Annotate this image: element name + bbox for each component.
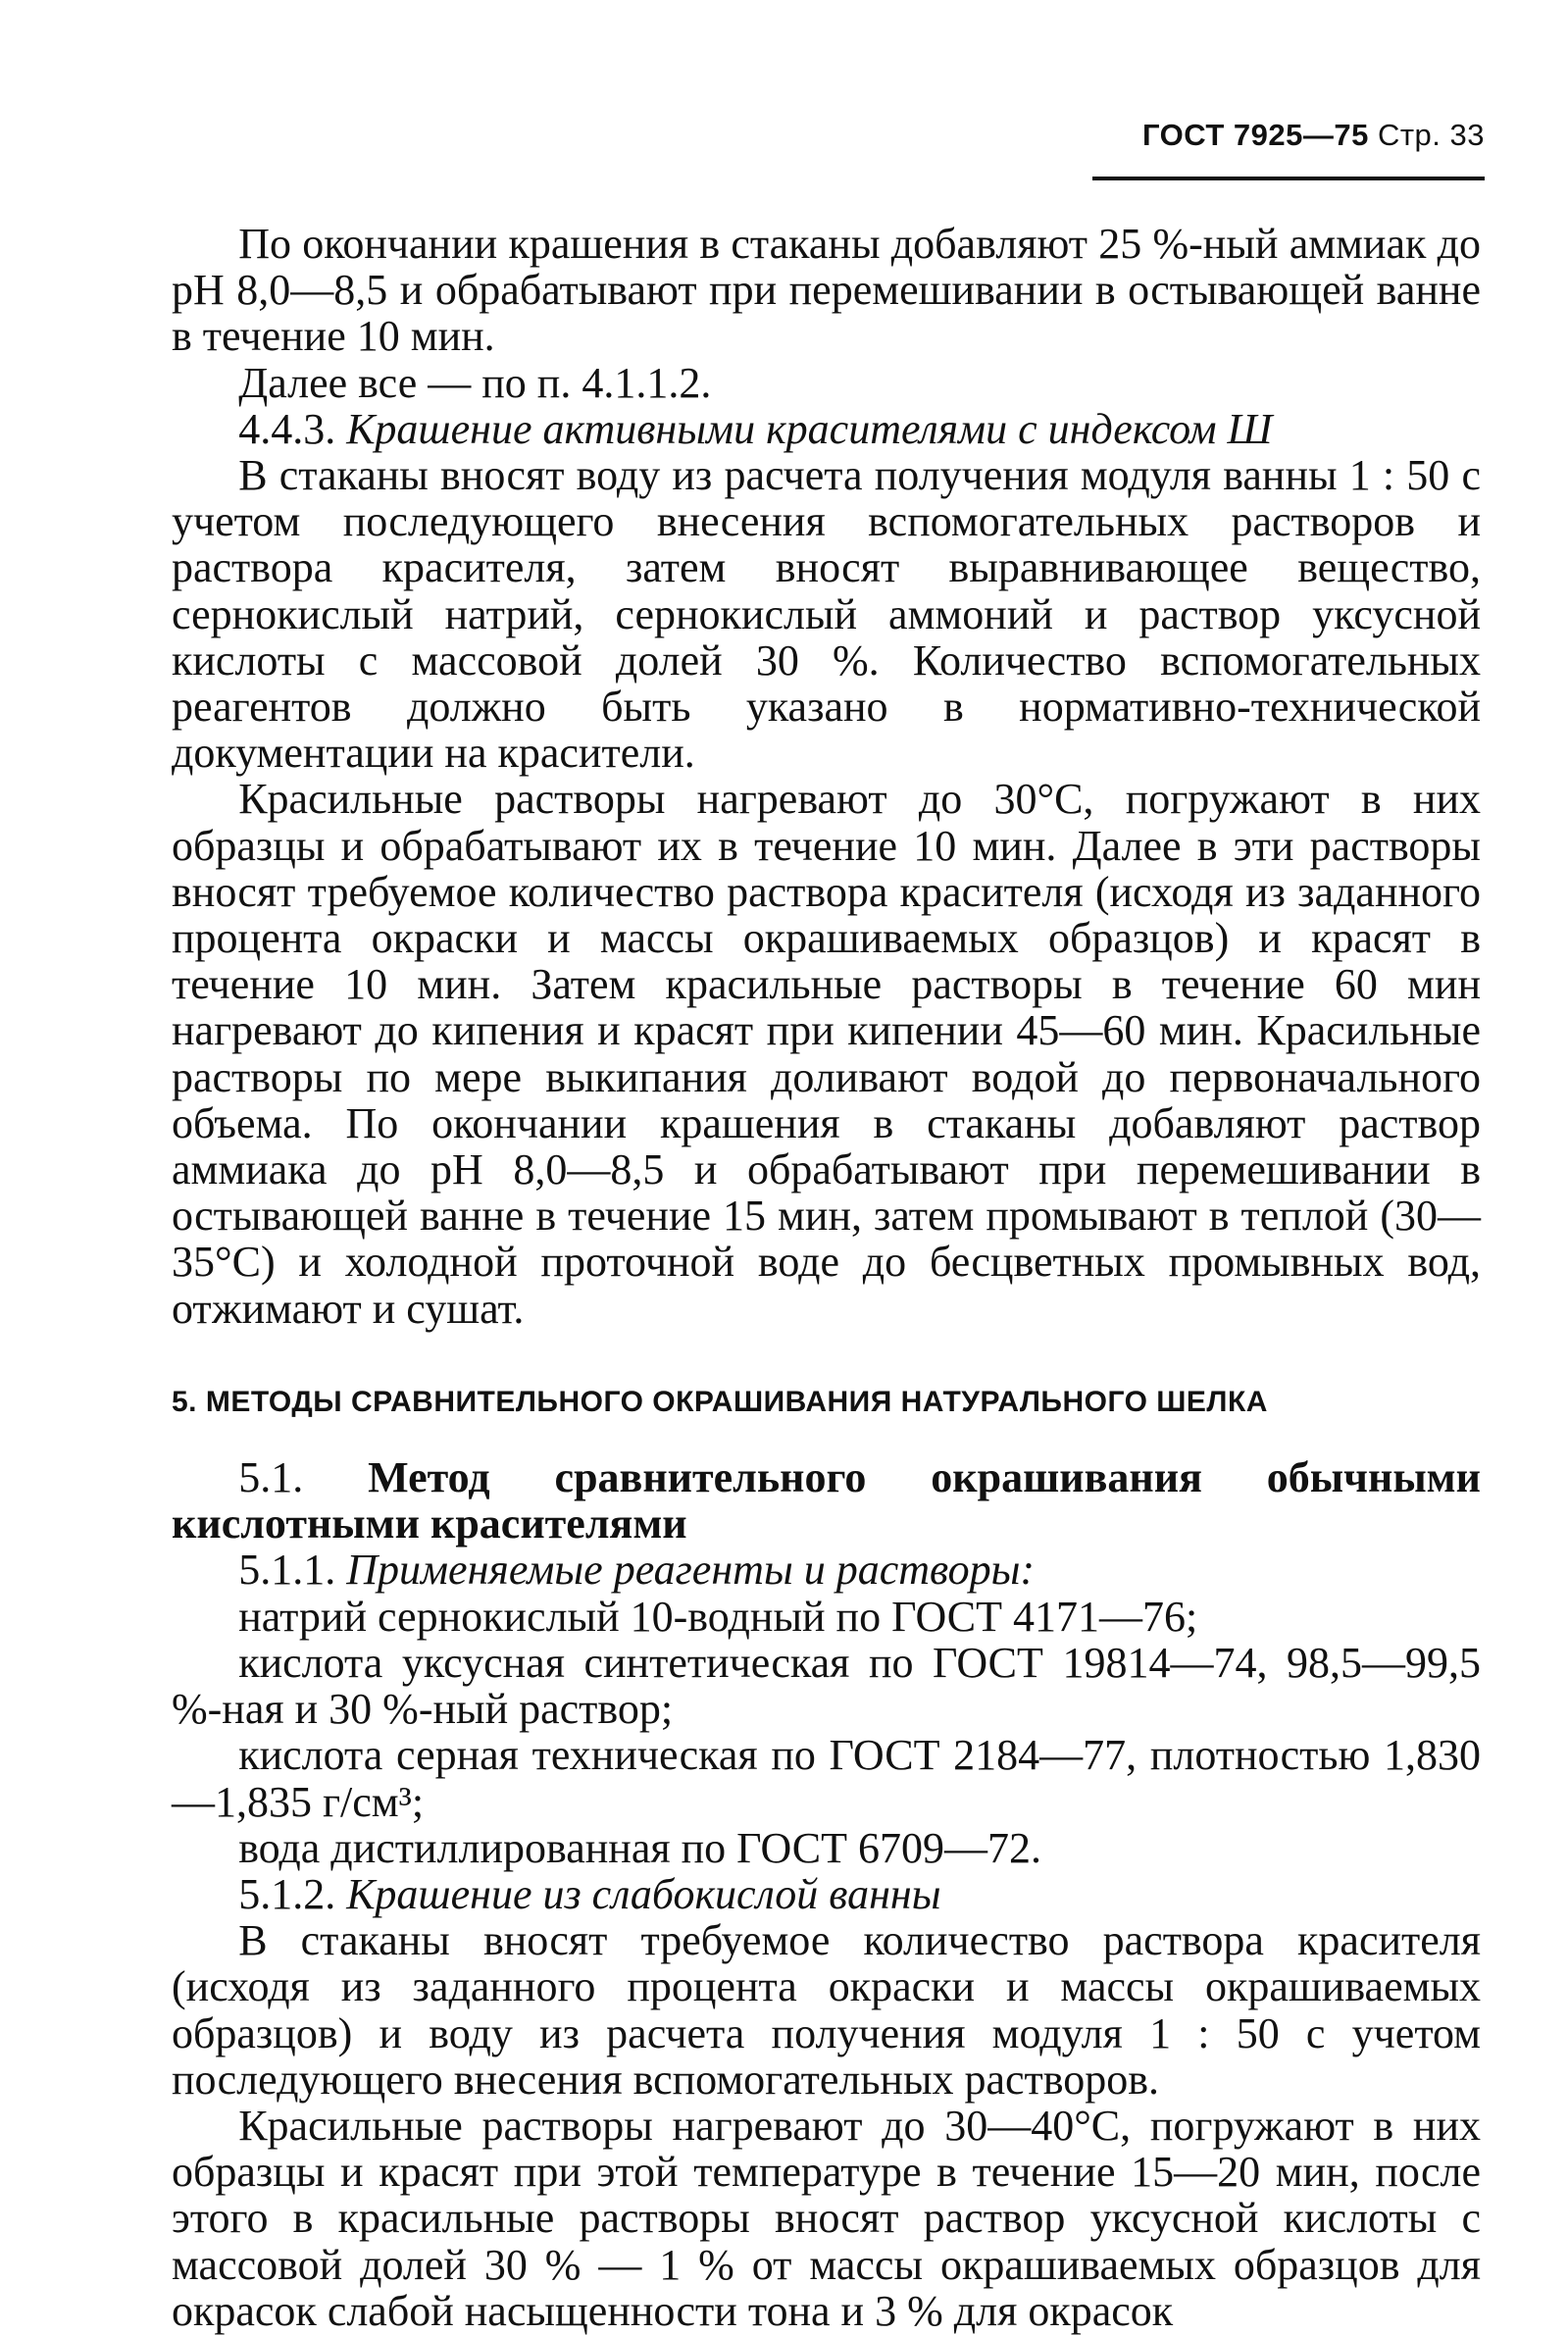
paragraph: В стаканы вносят требуемое количество раствора красителя (исходя из заданного процента окраски и массы окрашиваемых образцов) и воду из расчета получения модуля 1 : 50 с учетом последующего внесения вспомогательных растворов. bbox=[172, 1916, 1481, 2104]
paragraph: Красильные растворы нагревают до 30—40°С, погружают в них образцы и красят при этой температуре в течение 15—20 мин, после этого в красильные растворы вносят раствор уксусной кислоты с массовой долей 30 % — 1 % от массы окрашиваемых образцов для окрасок слабой насыщенности тона и 3 % для окрасок bbox=[172, 2101, 1481, 2335]
document-body bbox=[172, 221, 1481, 2334]
section-heading: 5. МЕТОДЫ СРАВНИТЕЛЬНОГО ОКРАШИВАНИЯ НАТУРАЛЬНОГО ШЕЛКА bbox=[172, 1385, 1268, 1418]
list-item: натрий сернокислый 10-водный по ГОСТ 4171—76; bbox=[238, 1592, 1198, 1641]
subsection-number: 5.1. bbox=[238, 1453, 304, 1502]
subsection-title: Метод сравнительного окрашивания обычными кислотными красителями bbox=[172, 1453, 1481, 1548]
list-item: вода дистиллированная по ГОСТ 6709—72. bbox=[238, 1823, 1042, 1872]
subsection-title: Крашение активными красителями с индексом Ш bbox=[346, 404, 1273, 453]
header-page-number: Стр. 33 bbox=[1377, 118, 1485, 152]
subsection-title: Крашение из слабокислой ванны bbox=[346, 1869, 941, 1918]
header-rule bbox=[1092, 177, 1485, 180]
paragraph: По окончании крашения в стаканы добавляют 25 %-ный аммиак до pH 8,0—8,5 и обрабатывают при перемешивании в остывающей ванне в течение 10 мин. bbox=[172, 220, 1481, 361]
subsection-number: 5.1.2. bbox=[238, 1869, 336, 1918]
subsection-title: Применяемые реагенты и растворы: bbox=[346, 1546, 1036, 1595]
list-item: кислота уксусная синтетическая по ГОСТ 19814—74, 98,5—99,5 %-ная и 30 %-ный раствор; bbox=[172, 1638, 1481, 1734]
paragraph: В стаканы вносят воду из расчета получения модуля ванны 1 : 50 с учетом последующего внесения вспомогательных растворов и раствора красителя, затем вносят выравнивающее вещество, сернокислый натрий, сернокислый аммоний и раствор уксусной кислоты с массовой долей 30 %. Количество вспомогательных реагентов должно быть указано в нормативно-технической документации на красители. bbox=[172, 451, 1481, 778]
page-header bbox=[1092, 118, 1485, 153]
subsection-heading bbox=[172, 1454, 1481, 1547]
subsection-number: 4.4.3. bbox=[238, 404, 336, 453]
paragraph: Красильные растворы нагревают до 30°С, погружают в них образцы и обрабатывают их в течение 10 мин. Далее в эти растворы вносят требуемое количество раствора красителя (исходя из заданного процента окраски и массы окрашиваемых образцов) и красят в течение 10 мин. Затем красильные растворы в течение 60 мин нагревают до кипения и красят при кипении 45—60 мин. Красильные растворы по мере выкипания доливают водой до первоначального объема. По окончании крашения в стаканы добавляют раствор аммиака до pH 8,0—8,5 и обрабатывают при перемешивании в остывающей ванне в течение 15 мин, затем промывают в теплой (30—35°С) и холодной проточной воде до бесцветных промывных вод, отжимают и сушат. bbox=[172, 775, 1481, 1333]
paragraph: Далее все — по п. 4.1.1.2. bbox=[238, 358, 712, 407]
subsection-heading bbox=[172, 406, 1481, 452]
subsection-heading bbox=[172, 1871, 1481, 1917]
subsection-heading bbox=[172, 1547, 1481, 1593]
list-item: кислота серная техническая по ГОСТ 2184—77, плотностью 1,830—1,835 г/см³; bbox=[172, 1731, 1481, 1826]
subsection-number: 5.1.1. bbox=[238, 1546, 336, 1595]
header-doc-number: ГОСТ 7925—75 bbox=[1141, 118, 1369, 152]
